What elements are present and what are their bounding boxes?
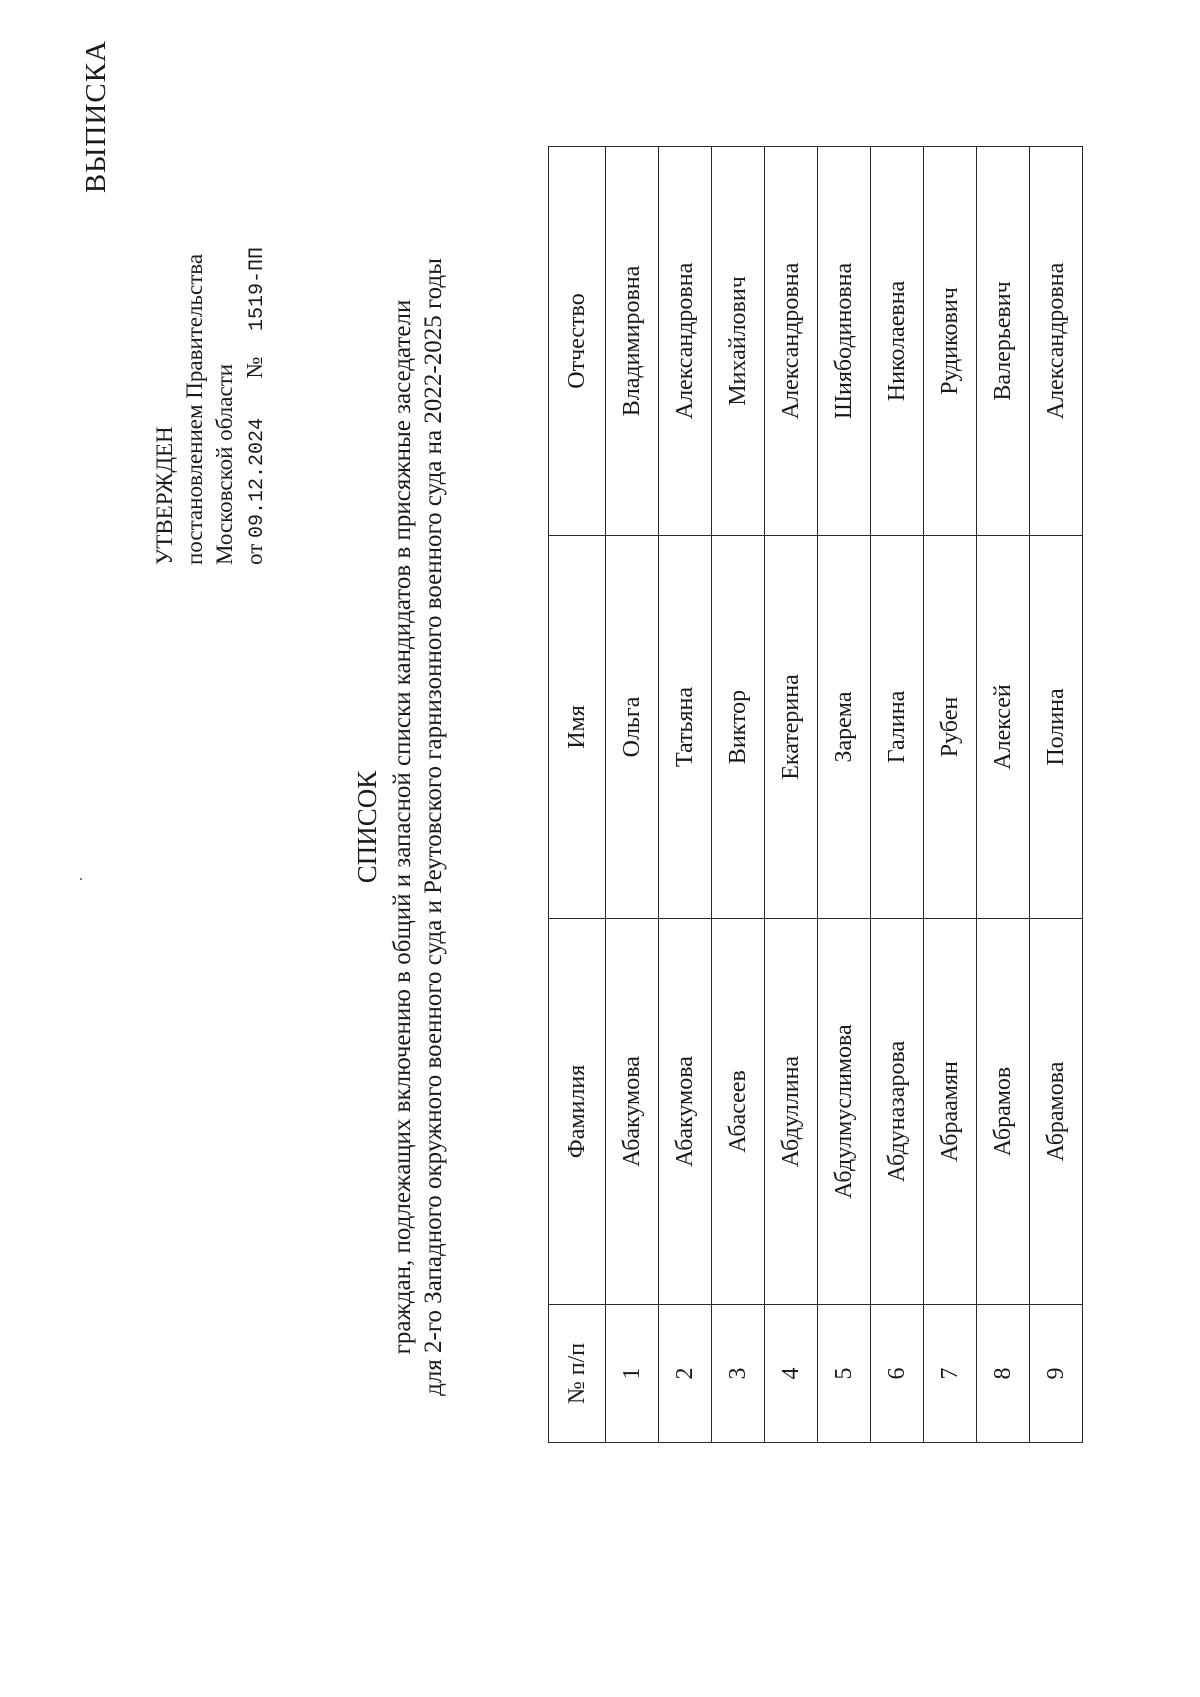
table-header-row — [549, 147, 606, 1443]
cell-name: Виктор — [712, 536, 765, 919]
cell-surname: Абдуллина — [765, 919, 818, 1305]
cell-patronymic: Михайлович — [712, 147, 765, 536]
document-title — [352, 177, 449, 1477]
cell-name: Татьяна — [659, 536, 712, 919]
approval-date: 09.12.2024 — [246, 417, 269, 538]
table-row — [977, 147, 1030, 1443]
cell-surname: Абакумова — [606, 919, 659, 1305]
cell-number: 1 — [606, 1305, 659, 1443]
approval-from-label: от — [242, 543, 267, 565]
cell-patronymic: Александровна — [659, 147, 712, 536]
table-row — [1030, 147, 1083, 1443]
scan-speck — [80, 878, 82, 880]
title-heading: СПИСОК — [352, 770, 382, 884]
approval-date-line — [240, 85, 273, 565]
cell-surname: Абраамян — [924, 919, 977, 1305]
table-row — [712, 147, 765, 1443]
cell-patronymic: Шиябодиновна — [818, 147, 871, 536]
approval-line-2: постановлением Правительства — [182, 253, 207, 565]
cell-name: Полина — [1030, 536, 1083, 919]
header-name: Имя — [549, 536, 606, 919]
title-line-1: граждан, подлежащих включению в общий и запасной списки кандидатов в присяжные заседатели — [389, 299, 416, 1355]
cell-surname: Абасеев — [712, 919, 765, 1305]
cell-surname: Абакумова — [659, 919, 712, 1305]
cell-name: Алексей — [977, 536, 1030, 919]
candidates-table — [548, 146, 1083, 1443]
cell-number: 2 — [659, 1305, 712, 1443]
cell-patronymic: Николаевна — [871, 147, 924, 536]
cell-name: Екатерина — [765, 536, 818, 919]
table-row — [871, 147, 924, 1443]
cell-number: 8 — [977, 1305, 1030, 1443]
cell-surname: Абдуназарова — [871, 919, 924, 1305]
cell-number: 7 — [924, 1305, 977, 1443]
cell-name: Ольга — [606, 536, 659, 919]
cell-name: Галина — [871, 536, 924, 919]
cell-surname: Абрамов — [977, 919, 1030, 1305]
cell-patronymic: Александровна — [1030, 147, 1083, 536]
cell-patronymic: Валерьевич — [977, 147, 1030, 536]
cell-number: 6 — [871, 1305, 924, 1443]
cell-patronymic: Александровна — [765, 147, 818, 536]
cell-patronymic: Владимировна — [606, 147, 659, 536]
cell-number: 9 — [1030, 1305, 1083, 1443]
cell-number: 5 — [818, 1305, 871, 1443]
table-row — [924, 147, 977, 1443]
approval-number: 1519-ПП — [246, 247, 269, 332]
header-number: № п/п — [549, 1305, 606, 1443]
cell-number: 4 — [765, 1305, 818, 1443]
table-row — [606, 147, 659, 1443]
approval-number-label: № — [242, 356, 267, 379]
cell-number: 3 — [712, 1305, 765, 1443]
title-line-2: для 2-го Западного окружного военного суда и Реутовского гарнизонного военного суда на 2022-2025 годы — [420, 258, 447, 1396]
cell-surname: Абдулмуслимова — [818, 919, 871, 1305]
cell-name: Зарема — [818, 536, 871, 919]
approval-block — [150, 85, 273, 565]
cell-name: Рубен — [924, 536, 977, 919]
cell-surname: Абрамова — [1030, 919, 1083, 1305]
approval-line-1: УТВЕРЖДЕН — [152, 426, 177, 565]
table-row — [818, 147, 871, 1443]
extract-stamp: ВЫПИСКА — [80, 40, 112, 194]
table-row — [765, 147, 818, 1443]
cell-patronymic: Рудикович — [924, 147, 977, 536]
header-surname: Фамилия — [549, 919, 606, 1305]
approval-line-3: Московской области — [212, 363, 237, 565]
header-patronymic: Отчество — [549, 147, 606, 536]
table-row — [659, 147, 712, 1443]
